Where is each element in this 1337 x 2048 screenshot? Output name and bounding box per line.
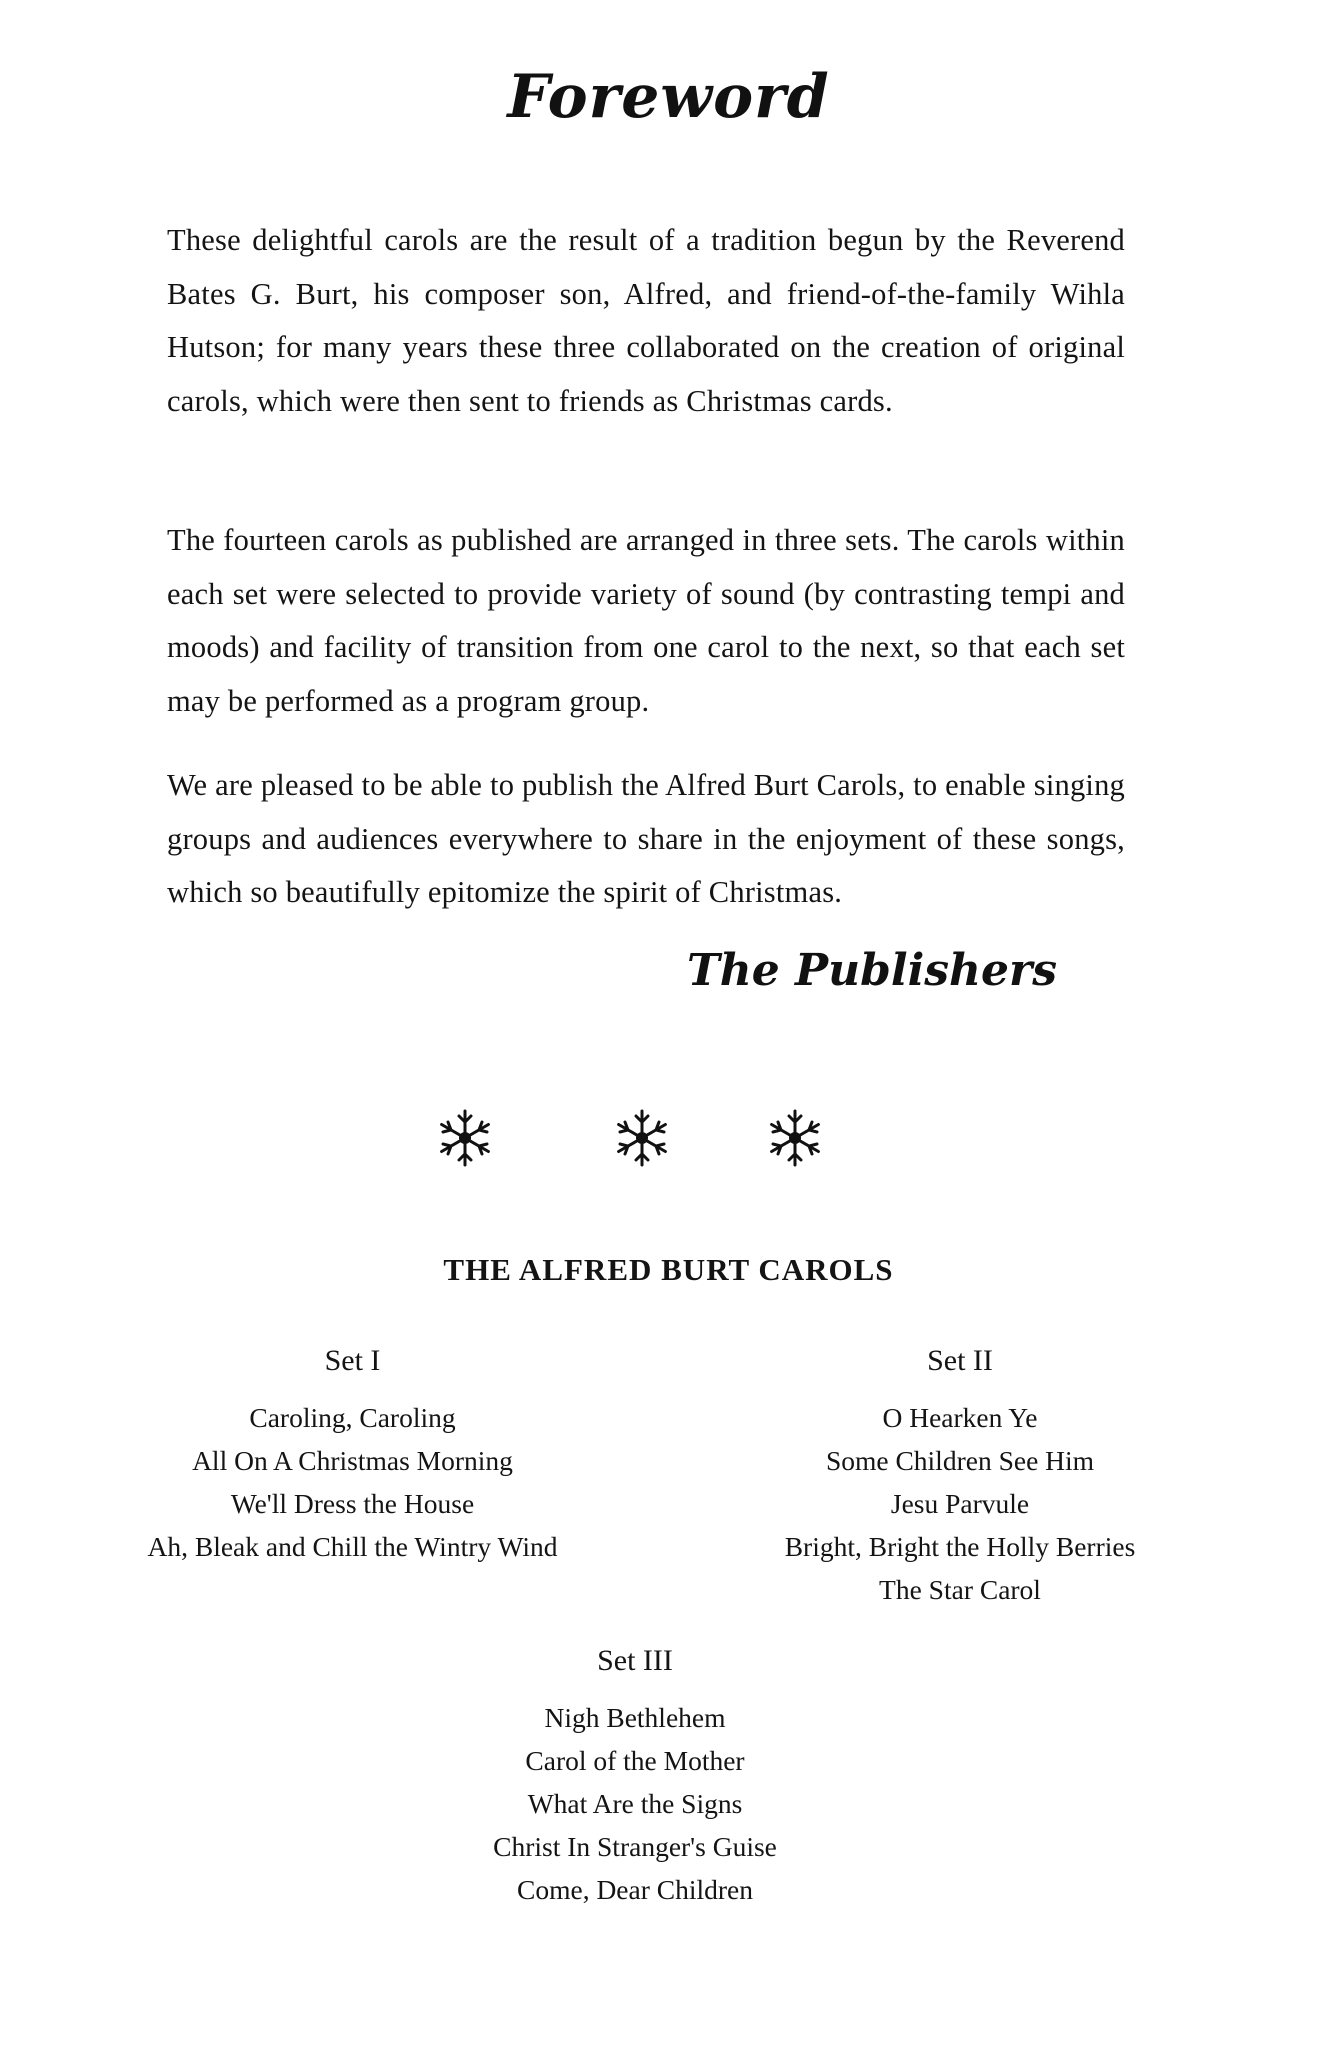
snowflake-icon	[612, 1108, 672, 1168]
snowflake-icon	[435, 1108, 495, 1168]
carol-title: O Hearken Ye	[882, 1402, 1038, 1433]
carol-title: Come, Dear Children	[517, 1874, 753, 1905]
foreword-paragraph-1: These delightful carols are the result of a tradition begun by the Reverend Bates G. Burt, his composer son, Alfred, and friend-of-the-family Wihla Hutson; for many years these three collaborated on the creation of original carols, which were then sent to friends as Christmas cards.	[167, 223, 1125, 418]
carol-title: Nigh Bethlehem	[544, 1702, 726, 1733]
carol-title: Bright, Bright the Holly Berries	[784, 1531, 1136, 1562]
carol-list	[700, 1396, 1220, 1611]
set-heading: Set III	[597, 1644, 673, 1677]
set-heading: Set I	[324, 1344, 381, 1377]
snowflake-icon	[765, 1108, 825, 1168]
carol-set-3	[410, 1640, 860, 1911]
carol-title: Some Children See Him	[825, 1445, 1095, 1476]
carol-title: All On A Christmas Morning	[192, 1445, 513, 1476]
foreword-paragraph-2: The fourteen carols as published are arranged in three sets. The carols within each set were selected to provide variety of sound (by contrasting tempi and moods) and facility of transition from one carol to the next, so that each set may be performed as a program group.	[167, 523, 1125, 718]
page-title: Foreword	[507, 62, 830, 132]
foreword-paragraph-3: We are pleased to be able to publish the Alfred Burt Carols, to enable singing groups and audiences everywhere to share in the enjoyment of these songs, which so beautifully epitomize the spirit of Christmas.	[167, 768, 1125, 909]
carol-set-2	[700, 1340, 1220, 1611]
carol-list	[100, 1396, 605, 1568]
carol-list	[410, 1696, 860, 1911]
carol-title: Jesu Parvule	[890, 1488, 1030, 1519]
publisher-signature: The Publishers	[686, 945, 1057, 996]
carol-title: Christ In Stranger's Guise	[493, 1831, 777, 1862]
carol-title: Carol of the Mother	[525, 1745, 745, 1776]
carol-title: Ah, Bleak and Chill the Wintry Wind	[147, 1531, 558, 1562]
carol-title: The Star Carol	[879, 1574, 1041, 1605]
snowflake-ornament-row	[0, 1108, 1337, 1178]
carol-title: Caroling, Caroling	[249, 1402, 456, 1433]
carol-title: We'll Dress the House	[230, 1488, 475, 1519]
carols-heading: THE ALFRED BURT CAROLS	[443, 1252, 894, 1287]
set-heading: Set II	[927, 1344, 993, 1377]
carol-title: What Are the Signs	[527, 1788, 743, 1819]
carol-set-1	[100, 1340, 605, 1568]
